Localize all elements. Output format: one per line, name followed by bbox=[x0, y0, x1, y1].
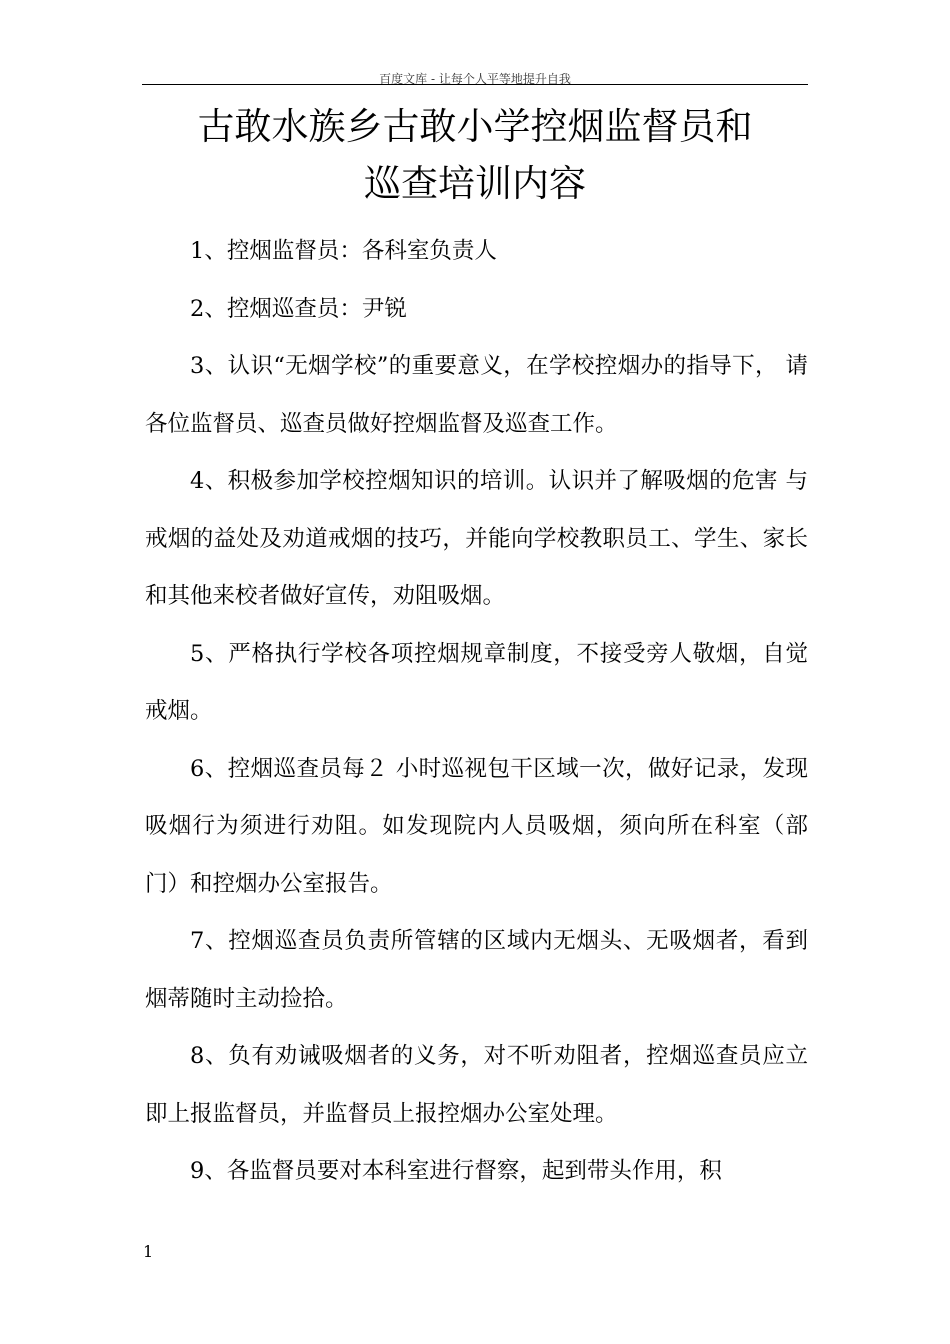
paragraph-5: 5、严格执行学校各项控烟规章制度，不接受旁人敬烟，自觉戒烟。 bbox=[145, 640, 808, 724]
paragraph-1: 1、控烟监督员：各科室负责人 bbox=[190, 238, 497, 264]
page-number: 1 bbox=[143, 1242, 154, 1261]
page-header-text: 百度文库 - 让每个人平等地提升自我 bbox=[379, 72, 571, 86]
paragraph-4: 4、积极参加学校控烟知识的培训。认识并了解吸烟的危害 与戒烟的益处及劝道戒烟的技巧，并能向学校教职员工、学生、家长和其他来校者做好宣传，劝阻吸烟。 bbox=[145, 468, 808, 609]
paragraph-3: 3、认识“无烟学校”的重要意义，在学校控烟办的指导下， 请各位监督员、巡查员做好控烟监督及巡查工作。 bbox=[145, 353, 808, 437]
paragraph-2: 2、控烟巡查员：尹锐 bbox=[190, 295, 407, 322]
title-line-2: 巡查培训内容 bbox=[364, 162, 586, 205]
paragraph-7: 7、控烟巡查员负责所管辖的区域内无烟头、无吸烟者，看到烟蒂随时主动捡拾。 bbox=[145, 928, 808, 1012]
document-title bbox=[142, 98, 808, 212]
paragraph-6: 6、控烟巡查员每２ 小时巡视包干区域一次，做好记录，发现吸烟行为须进行劝阻。如发现院内人员吸烟，须向所在科室（部门）和控烟办公室报告。 bbox=[145, 755, 808, 897]
paragraph-9: 9、各监督员要对本科室进行督察，起到带头作用，积 bbox=[190, 1158, 722, 1184]
header-rule bbox=[142, 84, 808, 85]
paragraph-8: 8、负有劝诫吸烟者的义务，对不听劝阻者，控烟巡查员应立即上报监督员，并监督员上报控烟办公室处理。 bbox=[145, 1043, 808, 1127]
document-body bbox=[145, 223, 808, 1201]
title-line-1: 古敢水族乡古敢小学控烟监督员和 bbox=[197, 105, 753, 148]
